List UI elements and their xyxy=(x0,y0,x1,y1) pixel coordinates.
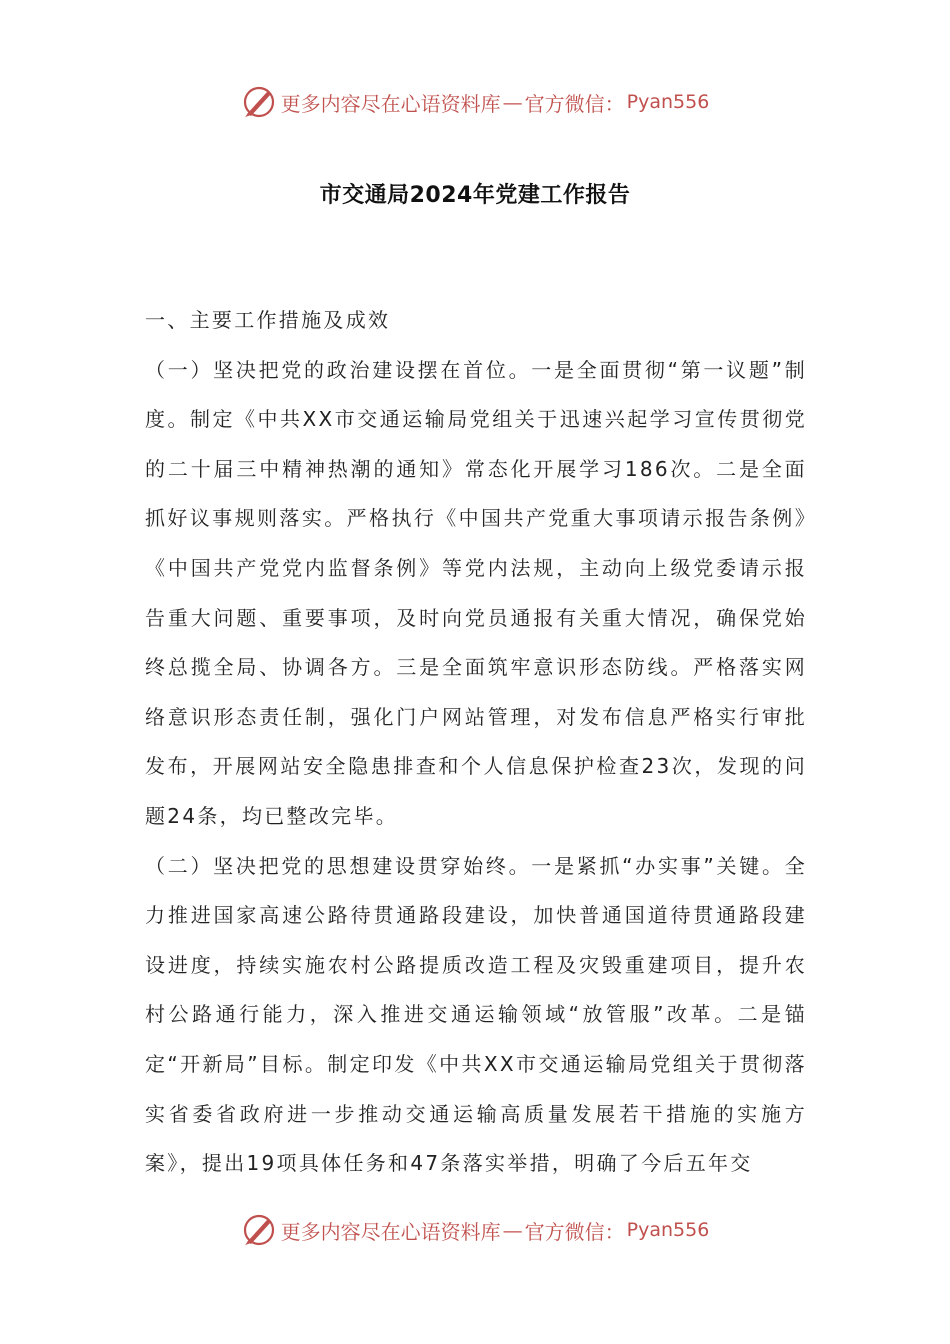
watermark-separator: — xyxy=(502,90,523,114)
watermark-wechat-id: Pyan556 xyxy=(626,1219,710,1241)
section-heading: 一、主要工作措施及成效 xyxy=(145,308,391,332)
body-paragraph-1: （一）坚决把党的政治建设摆在首位。一是全面贯彻“第一议题”制度。制定《中共XX市交通运输局党组关于迅速兴起学习宣传贯彻党的二十届三中精神热潮的通知》常态化开展学习186次。二是全面抓好议事规则落实。严格执行《中国共产党重大事项请示报告条例》《中国共产党党内监督条例》等党内法规，主动向上级党委请示报告重大问题、重要事项，及时向党员通报有关重大情况，确保党始终总揽全局、协调各方。三是全面筑牢意识形态防线。严格落实网络意识形态责任制，强化门户网站管理，对发布信息严格实行审批发布，开展网站安全隐患排查和个人信息保护检查23次，发现的问题24条，均已整改完毕。 xyxy=(145,357,807,828)
body-paragraph-2: （二）坚决把党的思想建设贯穿始终。一是紧抓“办实事”关键。全力推进国家高速公路待贯通路段建设，加快普通国道待贯通路段建设进度，持续实施农村公路提质改造工程及灾毁重建项目，提升农村公路通行能力，深入推进交通运输领域“放管服”改革。二是锚定“开新局”目标。制定印发《中共XX市交通运输局党组关于贯彻落实省委省政府进一步推动交通运输高质量发展若干措施的实施方案》，提出19项具体任务和47条落实举措，明确了今后五年交 xyxy=(145,853,807,1176)
watermark-wechat-label: 官方微信： xyxy=(524,1219,625,1244)
watermark-banner-top xyxy=(0,80,950,124)
watermark-text: 更多内容尽在心语资料库 xyxy=(280,1219,501,1244)
watermark-banner-bottom xyxy=(0,1208,950,1252)
pen-logo-icon xyxy=(241,1212,277,1248)
pen-logo-icon xyxy=(241,84,277,120)
watermark-wechat-label: 官方微信： xyxy=(524,91,625,116)
document-title: 市交通局2024年党建工作报告 xyxy=(319,183,631,208)
watermark-wechat-id: Pyan556 xyxy=(626,91,710,113)
document-body xyxy=(145,296,807,1189)
watermark-text: 更多内容尽在心语资料库 xyxy=(280,91,501,116)
watermark-separator: — xyxy=(502,1218,523,1242)
